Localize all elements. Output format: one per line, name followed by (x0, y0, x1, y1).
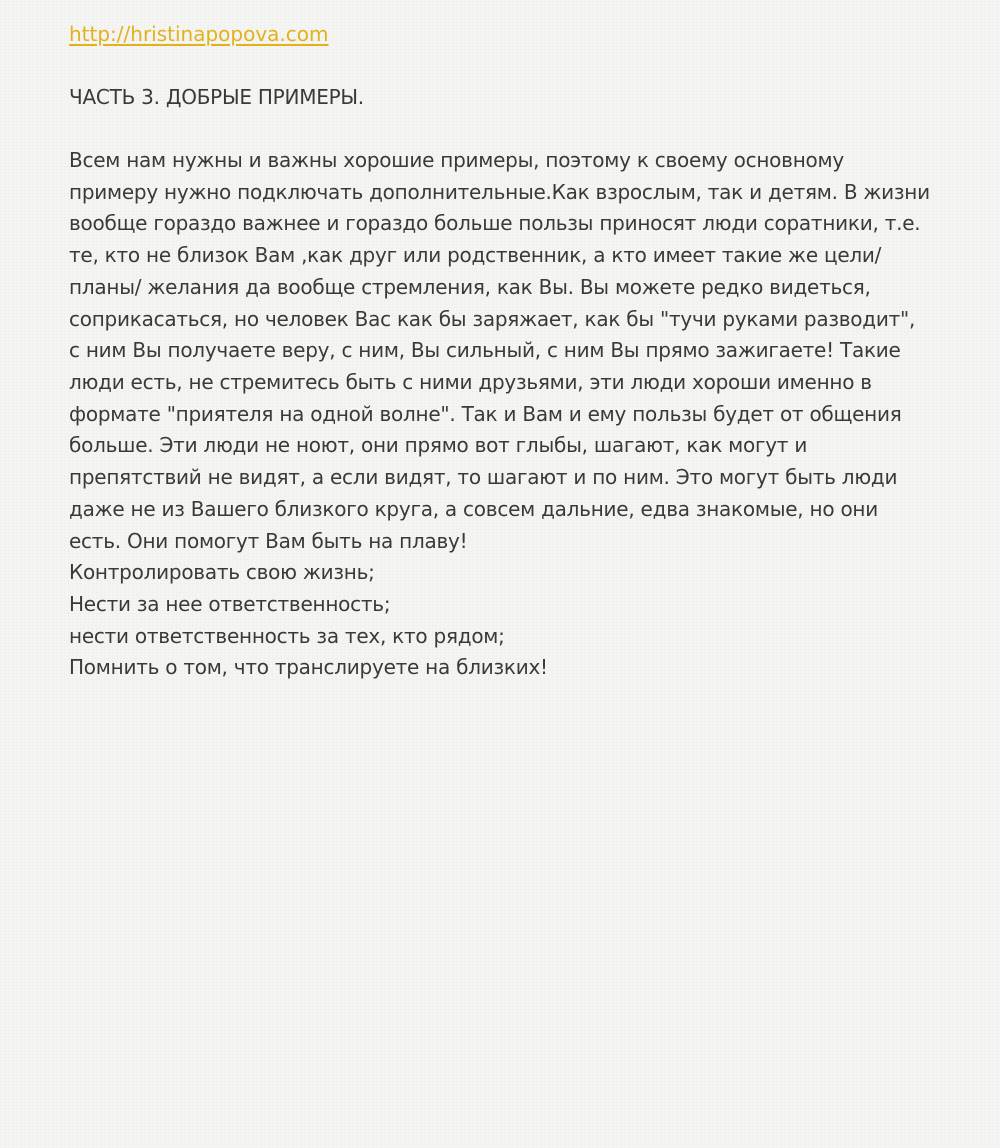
paragraph-line: планы/ желания да вообще стремления, как Вы. Вы можете редко видеться, (69, 274, 871, 299)
note-heading: ЧАСТЬ 3. ДОБРЫЕ ПРИМЕРЫ. (69, 84, 364, 109)
list-line: нести ответственность за тех, кто рядом; (69, 623, 505, 648)
note-body (69, 18, 969, 684)
paragraph-line: вообще гораздо важнее и гораздо больше пользы приносят люди соратники, т.е. (69, 211, 921, 236)
website-link[interactable]: http://hristinapopova.com (69, 22, 329, 46)
paragraph-line: примеру нужно подключать дополнительные.Как взрослым, так и детям. В жизни (69, 179, 930, 204)
list-line: Контролировать свою жизнь; (69, 560, 375, 585)
list-line: Помнить о том, что транслируете на близких! (69, 655, 548, 680)
list-line: Нести за нее ответственность; (69, 591, 391, 616)
paragraph-line: есть. Они помогут Вам быть на плаву! (69, 528, 468, 553)
paragraph-line: Всем нам нужны и важны хорошие примеры, поэтому к своему основному (69, 148, 844, 173)
paragraph-line: формате "приятеля на одной волне". Так и Вам и ему пользы будет от общения (69, 401, 902, 426)
paragraph-line: с ним Вы получаете веру, с ним, Вы сильный, с ним Вы прямо зажигаете! Такие (69, 338, 901, 363)
paragraph-line: больше. Эти люди не ноют, они прямо вот глыбы, шагают, как могут и (69, 433, 808, 458)
paragraph-line: те, кто не близок Вам ,как друг или родственник, а кто имеет такие же цели/ (69, 243, 882, 268)
blank-line (69, 50, 969, 82)
paragraph-line: соприкасаться, но человек Вас как бы заряжает, как бы "тучи руками разводит", (69, 306, 916, 331)
paragraph-line: препятствий не видят, а если видят, то шагают и по ним. Это могут быть люди (69, 465, 898, 490)
paragraph-line: люди есть, не стремитесь быть с ними друзьями, эти люди хороши именно в (69, 370, 872, 394)
blank-line (69, 113, 969, 145)
paragraph-line: даже не из Вашего близкого круга, а совсем дальние, едва знакомые, но они (69, 496, 879, 521)
